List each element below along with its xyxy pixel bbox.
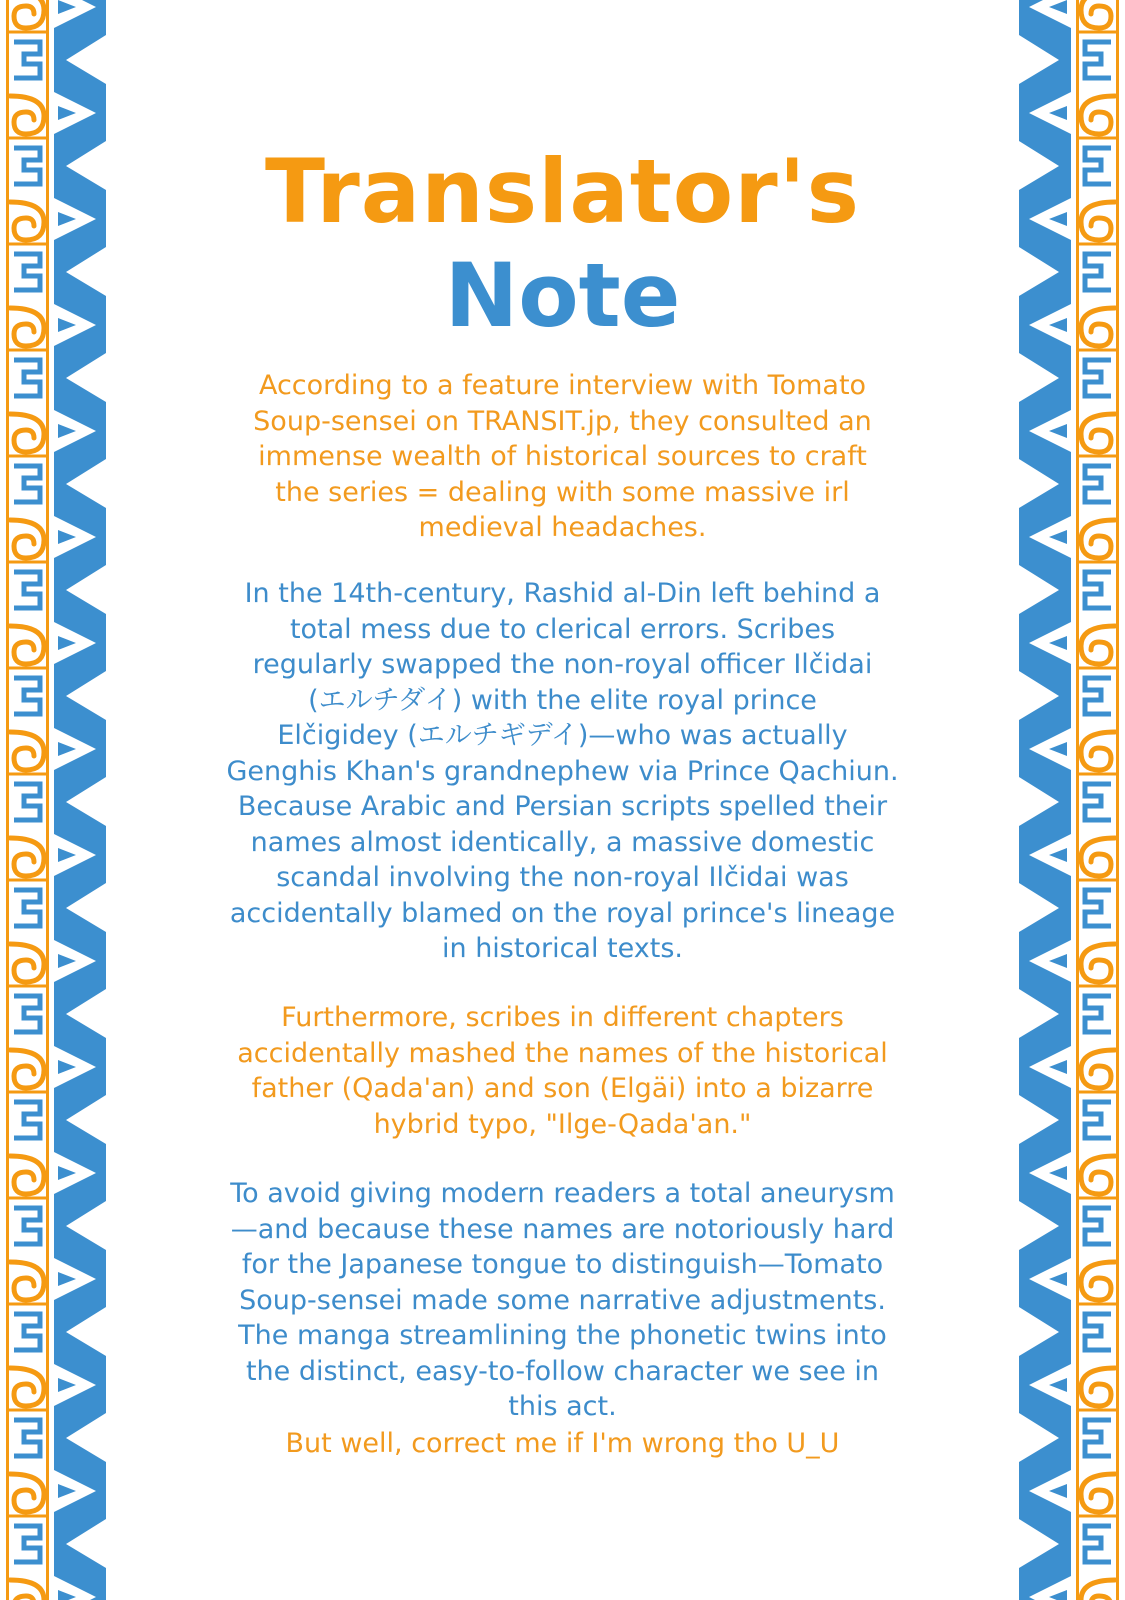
paragraph-interview: According to a feature interview with Tomato Soup-sensei on TRANSIT.jp, they consulted an immense wealth of historical sources to craft the series = dealing with some massive irl medieval headaches. bbox=[253, 370, 872, 543]
note-page bbox=[112, 0, 1013, 1600]
paragraph-clerical-errors: In the 14th-century, Rashid al-Din left behind a total mess due to clerical errors. Scribes regularly swapped the non-royal officer Ilčidai (エルチダイ) with the elite royal prince Elčigidey (エルチギデイ)—who was actually Genghis Khan's grandnephew via Prince Qachiun. Because Arabic and Persian scripts spelled their names almost identically, a massive domestic scandal involving the non-royal Ilčidai was accidentally blamed on the royal prince's lineage in historical texts. bbox=[226, 578, 899, 964]
paragraph-narrative-adjustments: To avoid giving modern readers a total aneurysm —and because these names are notoriously hard for the Japanese tongue to distinguish—Tomato Soup-sensei made some narrative adjustments. The manga streamlining the phonetic twins into the distinct, easy-to-follow character we see in this act. bbox=[230, 1178, 895, 1422]
mongolian-pattern-left-icon bbox=[0, 0, 112, 1600]
mongolian-pattern-right-icon bbox=[1013, 0, 1125, 1600]
left-ornamental-border bbox=[0, 0, 112, 1600]
title-line-note: Note bbox=[444, 244, 681, 347]
right-ornamental-border bbox=[1013, 0, 1125, 1600]
paragraph-name-mashup: Furthermore, scribes in different chapters accidentally mashed the names of the historical father (Qada'an) and son (Elgäi) into a bizarre hybrid typo, "Ilge-Qada'an." bbox=[237, 1002, 888, 1140]
paragraph-closing: But well, correct me if I'm wrong tho U_U bbox=[285, 1428, 840, 1459]
title-line-translators: Translator's bbox=[265, 140, 860, 243]
